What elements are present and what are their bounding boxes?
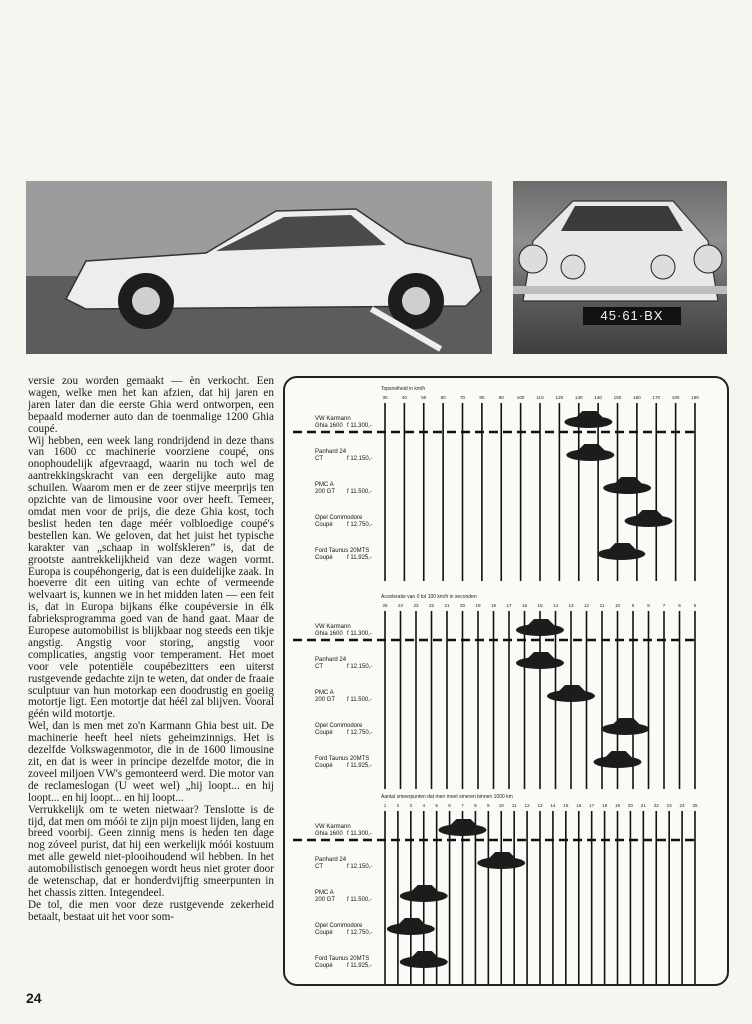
- row-label-line2: 200 GT: [315, 697, 336, 703]
- x-tick-label: 18: [602, 803, 608, 808]
- car-roof-mark: [451, 819, 477, 825]
- x-tick-label: 40: [401, 395, 407, 400]
- x-tick-label: 20: [627, 803, 633, 808]
- car-silhouette-mark: [400, 956, 448, 968]
- article-paragraph: versie zou worden gemaakt — èn verkocht. Een wagen, welke men het kan afzien, dat hij jaren en jaren later dan die eerste Ghia werd ontworpen, een bepaald moderner auto dan de toenmalige 1200 Ghia coupé.: [28, 375, 274, 435]
- chart-title: Aantal smeerpunten dat men moet smeren binnen 1000 km: [381, 794, 513, 800]
- row-price: f 12.750,-: [347, 730, 373, 736]
- row-price: f 11.300,-: [347, 831, 372, 837]
- x-tick-label: 19: [614, 803, 621, 808]
- row-label-line2: CT: [315, 664, 323, 670]
- row-label-line2: Coupé: [315, 555, 333, 561]
- car-roof-mark: [637, 510, 663, 516]
- car-side-illustration: [26, 181, 492, 354]
- car-roof-mark: [559, 685, 585, 691]
- row-label-line2: CT: [315, 456, 323, 462]
- row-label: Opel Commodore: [315, 515, 363, 521]
- row-label: Ford Taunus 20MTS: [315, 548, 370, 554]
- x-tick-label: 8: [474, 803, 477, 808]
- car-silhouette-mark: [477, 857, 525, 869]
- x-tick-label: 2: [396, 803, 400, 808]
- car-silhouette-mark: [564, 416, 612, 428]
- x-tick-label: 19: [475, 603, 481, 608]
- car-silhouette-mark: [516, 624, 564, 636]
- x-tick-label: 10: [614, 603, 621, 608]
- x-tick-label: 14: [552, 603, 559, 608]
- x-tick-label: 12: [583, 603, 590, 608]
- row-label: Panhard 24: [315, 857, 347, 863]
- row-label: Opel Commodore: [315, 723, 363, 729]
- car-roof-mark: [412, 885, 438, 891]
- row-label-line2: Ghia 1600: [315, 631, 343, 637]
- x-tick-label: 160: [633, 395, 641, 400]
- comparison-chart-panel: [283, 376, 729, 986]
- x-tick-label: 23: [666, 803, 672, 808]
- row-label: Panhard 24: [315, 657, 347, 663]
- x-tick-label: 140: [594, 395, 602, 400]
- article-paragraph: Wij hebben, een week lang rondrijdend in deze thans van 1600 cc machinerie voorziene coupé, ons onophoudelijk afgevraagd, waarin nu toch wel de aantrekkingskracht van een dergelijke auto mag schuilen. Waarom men er de zeer stijve meerprijs ten opzichte van de limousine voor over heeft. Temeer, omdat men voor de prijs, die deze Ghia kost, toch beslist heden ten dage méér volbloedige coupé's bestellen kan. We geloven, dat het juist het typische karakter van „schaap in wolfskleren” is, dat de grootste aantrekkelijkheid van deze wagen vormt. Europa is coupéhongerig, dat is een duidelijke zaak. In hoeverre dit een uiting van echte of vermeende welvaart is, kunnen we in het midden laten — een feit is, dat in Europa bijkans élke coupéversie in élk fabrieksprogramma goed van de hand gaat. Maar de Europese automobilist is blijkbaar nog steeds een tikje angstig. Angstig voor storing, angstig voor complicaties, angstig voor temperament. Het moet voor vele potentiële coupébezitters een uiterst rustgevende gedachte zijn te weten, dat onder de fraaie sculptuur van hun motorkap een doodrustig en goeiig motortje ligt. Een motortje dat héél zal blijven. Vooral géén wild motortje.: [28, 434, 274, 721]
- row-price: f 11.925,-: [347, 555, 372, 561]
- row-label: PMC A: [315, 890, 334, 896]
- row-label: PMC A: [315, 690, 334, 696]
- x-tick-label: 9: [487, 803, 490, 808]
- car-silhouette-mark: [516, 657, 564, 669]
- car-silhouette-mark: [594, 756, 642, 768]
- x-tick-label: 9: [631, 603, 635, 608]
- chart-title: Acceleratie van 0 tot 100 km/h in seconden: [381, 594, 477, 600]
- x-tick-label: 5: [435, 803, 438, 808]
- x-tick-label: 120: [555, 395, 564, 400]
- x-tick-label: 3: [409, 803, 413, 808]
- x-tick-label: 15: [563, 803, 569, 808]
- x-tick-label: 21: [640, 803, 646, 808]
- row-label-line2: Ghia 1600: [315, 423, 343, 429]
- row-label-line2: 200 GT: [315, 489, 336, 495]
- row-label-line2: Coupé: [315, 930, 333, 936]
- car-silhouette-mark: [625, 515, 673, 527]
- x-tick-label: 15: [537, 603, 543, 608]
- car-roof-mark: [606, 751, 632, 757]
- x-tick-label: 110: [536, 395, 544, 400]
- row-label: Ford Taunus 20MTS: [315, 756, 370, 762]
- license-plate: 45·61·BX: [583, 307, 681, 325]
- row-label-line2: Ghia 1600: [315, 831, 343, 837]
- article-paragraph: Verrukkelijk om te weten nietwaar? Tenslotte is de tijd, dat men om móói te zijn pijn moest lijden, lang en breed voorbij. Geen zinnig mens is heden ten dage nog zóveel purist, dat hij een werkelijk móói kostuum met alle geweld niet-plooihoudend wil hebben. In het automobilistisch genoegen wordt heus niet groter door de wetenschap, dat er honderdvijftig smeerpunten in het chassis zitten. Integendeel.: [28, 803, 274, 899]
- article-text: [28, 376, 274, 924]
- row-label: Opel Commodore: [315, 923, 363, 929]
- car-roof-mark: [609, 543, 635, 549]
- row-label-line2: Coupé: [315, 522, 333, 528]
- car-silhouette-mark: [439, 824, 487, 836]
- x-tick-label: 5: [693, 603, 697, 608]
- car-roof-mark: [528, 619, 554, 625]
- article-paragraph: De tol, die men voor deze rustgevende zekerheid betaalt, bestaat uit het voor som-: [28, 898, 274, 923]
- car-silhouette-mark: [603, 482, 651, 494]
- x-tick-label: 25: [692, 803, 698, 808]
- x-tick-label: 150: [613, 395, 622, 400]
- row-label-line2: CT: [315, 864, 323, 870]
- row-price: f 12.750,-: [347, 522, 373, 528]
- row-label: PMC A: [315, 482, 334, 488]
- row-price: f 11.300,-: [347, 423, 372, 429]
- x-tick-label: 25: [382, 603, 388, 608]
- row-label: VW Karmann: [315, 824, 351, 830]
- x-tick-label: 17: [506, 603, 512, 608]
- x-tick-label: 16: [576, 803, 582, 808]
- x-tick-label: 24: [679, 803, 685, 808]
- x-tick-label: 6: [448, 803, 451, 808]
- x-tick-label: 24: [397, 603, 404, 608]
- row-label-line2: 200 GT: [315, 897, 336, 903]
- row-price: f 11.925,-: [347, 763, 372, 769]
- x-tick-label: 22: [653, 803, 659, 808]
- row-price: f 12.150,-: [347, 456, 373, 462]
- x-tick-label: 13: [537, 803, 543, 808]
- row-label-line2: Coupé: [315, 730, 333, 736]
- car-roof-mark: [489, 852, 515, 858]
- car-silhouette-mark: [400, 890, 448, 902]
- x-tick-label: 22: [428, 603, 435, 608]
- row-label: VW Karmann: [315, 416, 351, 422]
- car-front-photo: [513, 181, 727, 354]
- row-price: f 11.500,-: [347, 697, 372, 703]
- x-tick-label: 180: [671, 395, 680, 400]
- row-label: VW Karmann: [315, 624, 351, 630]
- row-price: f 11.500,-: [347, 489, 372, 495]
- x-tick-label: 8: [647, 603, 650, 608]
- article-paragraph: Wel, dan is men met zo'n Karmann Ghia best uit. De machinerie heeft heel niets geheimzinnigs. Het is dezelfde Volkswagenmotor, die in de 1600 limousine zit, en dat is weer in principe dezelfde motor, die in zoveel miljoen VW's gemonteerd werd. Die motor van de reclameslogan (U weet wel) „hij loopt... en hij loopt... en hij loopt... en hij loopt...: [28, 720, 274, 804]
- x-tick-label: 6: [678, 603, 681, 608]
- x-tick-label: 1: [383, 803, 387, 808]
- x-tick-label: 190: [691, 395, 699, 400]
- car-roof-mark: [578, 444, 604, 450]
- x-tick-label: 100: [516, 395, 525, 400]
- x-tick-label: 50: [421, 395, 427, 400]
- x-tick-label: 11: [599, 603, 605, 608]
- x-tick-label: 90: [498, 395, 504, 400]
- x-tick-label: 13: [568, 603, 574, 608]
- x-tick-label: 21: [444, 603, 450, 608]
- car-silhouette-mark: [387, 923, 435, 935]
- car-silhouette-mark: [597, 548, 645, 560]
- row-label-line2: Coupé: [315, 763, 333, 769]
- x-tick-label: 130: [574, 395, 583, 400]
- car-side-photo: [26, 181, 492, 354]
- x-tick-label: 23: [413, 603, 419, 608]
- car-roof-mark: [399, 918, 425, 924]
- row-price: f 12.150,-: [347, 864, 373, 870]
- comparison-charts: [285, 378, 727, 984]
- x-tick-label: 16: [521, 603, 528, 608]
- x-tick-label: 12: [524, 803, 530, 808]
- car-roof-mark: [528, 652, 554, 658]
- x-tick-label: 18: [490, 603, 497, 608]
- x-tick-label: 170: [652, 395, 661, 400]
- page-number: 24: [26, 990, 42, 1006]
- x-tick-label: 7: [662, 603, 666, 608]
- x-tick-label: 11: [511, 803, 517, 808]
- car-silhouette-mark: [566, 449, 614, 461]
- x-tick-label: 7: [461, 803, 464, 808]
- row-price: f 11.500,-: [347, 897, 372, 903]
- row-price: f 12.150,-: [347, 664, 373, 670]
- x-tick-label: 60: [440, 395, 446, 400]
- row-price: f 11.300,-: [347, 631, 372, 637]
- row-price: f 11.925,-: [347, 963, 372, 969]
- x-tick-label: 80: [479, 395, 485, 400]
- car-silhouette-mark: [547, 690, 595, 702]
- car-silhouette-mark: [601, 723, 649, 735]
- x-tick-label: 17: [589, 803, 595, 808]
- x-tick-label: 4: [422, 803, 426, 808]
- x-tick-label: 30: [382, 395, 388, 400]
- x-tick-label: 10: [498, 803, 504, 808]
- x-tick-label: 20: [459, 603, 466, 608]
- row-label: Ford Taunus 20MTS: [315, 956, 370, 962]
- chart-title: Topsnelheid in km/h: [381, 386, 426, 392]
- car-roof-mark: [412, 951, 438, 957]
- car-front-illustration: [513, 181, 727, 354]
- x-tick-label: 70: [459, 395, 466, 400]
- x-tick-label: 14: [550, 803, 556, 808]
- row-price: f 12.750,-: [347, 930, 373, 936]
- row-label: Panhard 24: [315, 449, 347, 455]
- row-label-line2: Coupé: [315, 963, 333, 969]
